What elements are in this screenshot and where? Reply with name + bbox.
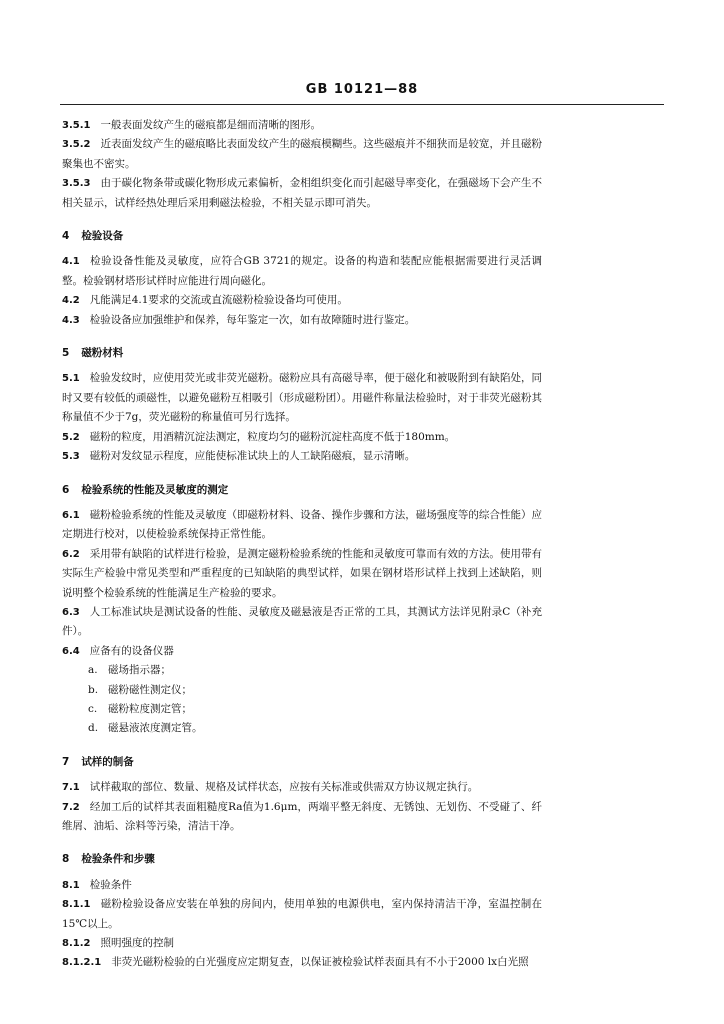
- page-header-code: GB 10121—88: [305, 82, 419, 97]
- paragraph-7-2: 7.2 经加工后的试样其表面粗糙度Ra值为1.6μm，两端平整无斜度、无锈蚀、无划伤、不受碰了、纤维屑、油垢、涂料等污染，清洁干净。: [62, 800, 542, 832]
- section-heading-8: 8 检验条件和步骤: [62, 853, 155, 866]
- paragraph-3-5-2: 3.5.2 近表面发纹产生的磁痕略比表面发纹产生的磁痕模糊些。这些磁痕并不细狭而是较宽，并且磁粉聚集也不密实。: [62, 138, 542, 170]
- header-rule: [60, 104, 664, 105]
- section-heading-5: 5 磁粉材料: [62, 347, 124, 360]
- paragraph-4-1: 4.1 检验设备性能及灵敏度，应符合GB 3721的规定。设备的构造和装配应能根据需要进行灵活调整。检验钢材塔形试样时应能进行周向磁化。: [62, 255, 542, 287]
- paragraph-3-5-3: 3.5.3 由于碳化物条带或碳化物形成元素偏析，金相组织变化而引起磁导率变化，在强磁场下会产生不相关显示，试样经热处理后采用剩磁法检验，不相关显示即可消失。: [62, 177, 542, 209]
- list-item: b. 磁粉磁性测定仪；: [88, 683, 192, 696]
- paragraph-8-1-2-1: 8.1.2.1 非荧光磁粉检验的白光强度应定期复查，以保证被检验试样表面具有不小于2000 lx白光照: [62, 956, 529, 969]
- paragraph-6-3: 6.3 人工标准试块是测试设备的性能、灵敏度及磁悬液是否正常的工具，其测试方法详见附录C（补充件）。: [62, 605, 542, 638]
- section-heading-7: 7 试样的制备: [62, 755, 134, 768]
- paragraph-5-2: 5.2 磁粉的粒度，用酒精沉淀法测定，粒度均匀的磁粉沉淀柱高度不低于180mm。: [62, 430, 456, 443]
- section-heading-6: 6 检验系统的性能及灵敏度的测定: [62, 483, 229, 496]
- paragraph-8-1: 8.1 检验条件: [62, 878, 132, 891]
- section-heading-4: 4 检验设备: [62, 230, 124, 243]
- paragraph-8-1-2: 8.1.2 照明强度的控制: [62, 937, 174, 950]
- paragraph-6-1: 6.1 磁粉检验系统的性能及灵敏度（即磁粉材料、设备、操作步骤和方法，磁场强度等的综合性能）应定期进行校对，以使检验系统保持正常性能。: [62, 508, 542, 541]
- paragraph-6-4: 6.4 应备有的设备仪器: [62, 644, 174, 657]
- paragraph-7-1: 7.1 试样截取的部位、数量、规格及试样状态，应按有关标准或供需双方协议规定执行。: [62, 781, 479, 794]
- paragraph-5-1: 5.1 检验发纹时，应使用荧光或非荧光磁粉。磁粉应具有高磁导率，便于磁化和被吸附到有缺陷处，同时又要有较低的顽磁性，以避免磁粉互相吸引（形成磁粉团）。用磁件称量法检验时，对于非荧光磁粉其称量值不少于7g，荧光磁粉的称量值可另行选择。: [62, 372, 542, 424]
- paragraph-3-5-1: 3.5.1 一般表面发纹产生的磁痕都是细而清晰的图形。: [62, 119, 321, 131]
- paragraph-5-3: 5.3 磁粉对发纹显示程度，应能使标准试块上的人工缺陷磁痕，显示清晰。: [62, 450, 416, 463]
- paragraph-4-3: 4.3 检验设备应加强维护和保养，每年鉴定一次，如有故障随时进行鉴定。: [62, 313, 416, 326]
- paragraph-4-2: 4.2 凡能满足4.1要求的交流或直流磁粉检验设备均可使用。: [62, 294, 348, 307]
- list-item: d. 磁悬液浓度测定管。: [88, 722, 203, 735]
- list-item: c. 磁粉粒度测定管；: [88, 702, 192, 715]
- list-item: a. 磁场指示器；: [88, 664, 171, 677]
- paragraph-6-2: 6.2 采用带有缺陷的试样进行检验，是测定磁粉检验系统的性能和灵敏度可靠而有效的方法。使用带有实际生产检验中常见类型和严重程度的已知缺陷的典型试样，如果在钢材塔形试样上找到上述缺陷，则说明整个检验系统的性能满足生产检验的要求。: [62, 547, 542, 599]
- document-body: [62, 116, 542, 973]
- paragraph-8-1-1: 8.1.1 磁粉检验设备应安装在单独的房间内，使用单独的电源供电，室内保持清洁干净，室温控制在15℃以上。: [62, 898, 542, 930]
